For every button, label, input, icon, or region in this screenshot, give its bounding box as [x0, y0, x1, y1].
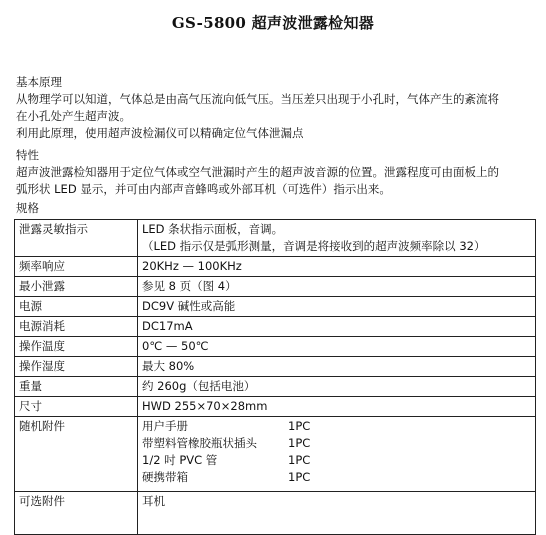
spec-value-line: LED 条状指示面板，音调。: [142, 222, 284, 236]
features-line: 弧形状 LED 显示，并可由内部声音蜂鸣或外部耳机（可选件）指示出来。: [16, 182, 391, 196]
principle-line: 在小孔处产生超声波。: [16, 109, 131, 123]
spec-key: 泄露灵敏指示: [15, 220, 138, 257]
accessory-list: [138, 417, 536, 492]
accessory-name: 硬携带箱: [142, 470, 188, 484]
principle-heading: 基本原理: [16, 75, 62, 89]
accessory-qty: 1PC: [288, 419, 311, 433]
table-row: [15, 492, 536, 535]
table-row: [15, 357, 536, 377]
spec-key: 电源: [15, 297, 138, 317]
spec-key: 重量: [15, 377, 138, 397]
table-row: [15, 377, 536, 397]
table-row: [15, 417, 536, 492]
spec-key: 最小泄露: [15, 277, 138, 297]
spec-value: 20KHz — 100KHz: [138, 257, 536, 277]
spec-key: 操作温度: [15, 337, 138, 357]
spec-key: 随机附件: [15, 417, 138, 492]
spec-value: [138, 220, 536, 257]
features-section: [16, 147, 536, 198]
spec-key: 频率响应: [15, 257, 138, 277]
spec-value: 最大 80%: [138, 357, 536, 377]
accessory-qty: 1PC: [288, 470, 311, 484]
features-line: 超声波泄露检知器用于定位气体或空气泄漏时产生的超声波音源的位置。泄露程度可由面板上的: [16, 165, 499, 179]
table-row: [15, 277, 536, 297]
table-row: [15, 297, 536, 317]
spec-key: 操作湿度: [15, 357, 138, 377]
spec-value: 参见 8 页（图 4）: [138, 277, 536, 297]
table-row: [15, 220, 536, 257]
spec-value: DC9V 碱性或高能: [138, 297, 536, 317]
accessory-item: [142, 435, 531, 452]
spec-value: DC17mA: [138, 317, 536, 337]
spec-key: 可选附件: [15, 492, 138, 535]
spec-key: 尺寸: [15, 397, 138, 417]
accessory-qty: 1PC: [288, 453, 311, 467]
spec-value-line: 耳机: [142, 494, 165, 508]
accessory-item: [142, 418, 531, 435]
principle-line: 利用此原理，使用超声波检漏仪可以精确定位气体泄漏点: [16, 126, 304, 140]
features-heading: 特性: [16, 148, 39, 162]
accessory-name: 1/2 吋 PVC 管: [142, 453, 218, 467]
table-row: [15, 337, 536, 357]
spec-table: [14, 219, 536, 535]
accessory-item: [142, 452, 531, 469]
principle-line: 从物理学可以知道，气体总是由高气压流向低气压。当压差只出现于小孔时，气体产生的紊流将: [16, 92, 499, 106]
specs-heading: 规格: [16, 201, 39, 215]
document-title: GS-5800 超声波泄露检知器: [171, 14, 375, 32]
spec-key: 电源消耗: [15, 317, 138, 337]
principle-section: [16, 74, 536, 142]
accessory-qty: 1PC: [288, 436, 311, 450]
spec-value: [138, 492, 536, 535]
spec-value-line: （LED 指示仅是弧形测量，音调是将接收到的超声波频率除以 32）: [142, 239, 486, 253]
table-row: [15, 257, 536, 277]
accessory-item: [142, 469, 531, 486]
table-row: [15, 397, 536, 417]
table-row: [15, 317, 536, 337]
accessory-name: 用户手册: [142, 419, 188, 433]
accessory-name: 带塑料管橡胶瓶状插头: [142, 436, 257, 450]
spec-value: HWD 255×70×28mm: [138, 397, 536, 417]
spec-value: 约 260g（包括电池）: [138, 377, 536, 397]
spec-value: 0℃ — 50℃: [138, 337, 536, 357]
